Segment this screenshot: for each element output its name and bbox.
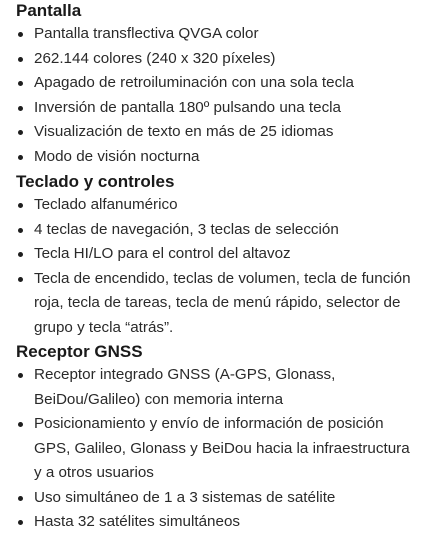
section-heading-teclado: Teclado y controles (16, 172, 175, 191)
section-pantalla (0, 0, 421, 169)
list-item (0, 22, 421, 47)
bullet-list-teclado (0, 193, 421, 340)
list-item (0, 145, 421, 170)
list-item (0, 486, 421, 511)
list-item (0, 218, 421, 243)
section-teclado (0, 171, 421, 340)
list-item (0, 120, 421, 145)
list-item-text: Pantalla transflectiva QVGA color (34, 25, 259, 42)
list-item-text: Modo de visión nocturna (34, 147, 200, 165)
bullet-icon (18, 57, 23, 62)
bullet-icon (18, 106, 23, 111)
bullet-icon (18, 520, 23, 525)
list-item (0, 193, 421, 218)
section-heading-pantalla: Pantalla (16, 1, 82, 20)
list-item-text: Teclado alfanumérico (34, 196, 178, 213)
list-item-text: Uso simultáneo de 1 a 3 sistemas de satélite (34, 488, 336, 506)
list-item-text: Posicionamiento y envío de información de posición GPS, Galileo, Glonass y BeiDou hacia la infraestructura y a otros usuarios (34, 415, 410, 481)
bullet-icon (18, 422, 23, 427)
bullet-icon (18, 277, 23, 282)
list-item (0, 267, 421, 341)
bullet-icon (18, 203, 23, 208)
bullet-icon (18, 130, 23, 135)
bullet-icon (18, 252, 23, 257)
list-item-text: Visualización de texto en más de 25 idiomas (34, 123, 334, 140)
bullet-icon (18, 155, 23, 160)
bullet-icon (18, 81, 23, 86)
list-item (0, 96, 421, 121)
list-item (0, 242, 421, 267)
bullet-list-receptor-gnss (0, 363, 421, 535)
list-item (0, 363, 421, 412)
bullet-icon (18, 32, 23, 37)
list-item-text: Tecla de encendido, teclas de volumen, tecla de función roja, tecla de tareas, tecla de menú rápido, selector de grupo y tecla “atrás”. (34, 269, 411, 336)
list-item-text: Tecla HI/LO para el control del altavoz (34, 245, 291, 262)
list-item (0, 71, 421, 96)
bullet-icon (18, 228, 23, 233)
list-item-text: Inversión de pantalla 180º pulsando una tecla (34, 98, 341, 116)
list-item (0, 47, 421, 72)
bullet-list-pantalla (0, 22, 421, 169)
list-item-text: 262.144 colores (240 x 320 píxeles) (34, 49, 276, 67)
section-heading-receptor-gnss: Receptor GNSS (16, 342, 143, 361)
list-item-text: Apagado de retroiluminación con una sola tecla (34, 74, 354, 91)
bullet-icon (18, 496, 23, 501)
list-item (0, 412, 421, 486)
list-item-text: 4 teclas de navegación, 3 teclas de selección (34, 220, 339, 238)
list-item-text: Hasta 32 satélites simultáneos (34, 513, 240, 530)
bullet-icon (18, 373, 23, 378)
list-item-text: Receptor integrado GNSS (A-GPS, Glonass, BeiDou/Galileo) con memoria interna (34, 366, 336, 408)
section-receptor-gnss (0, 341, 421, 535)
